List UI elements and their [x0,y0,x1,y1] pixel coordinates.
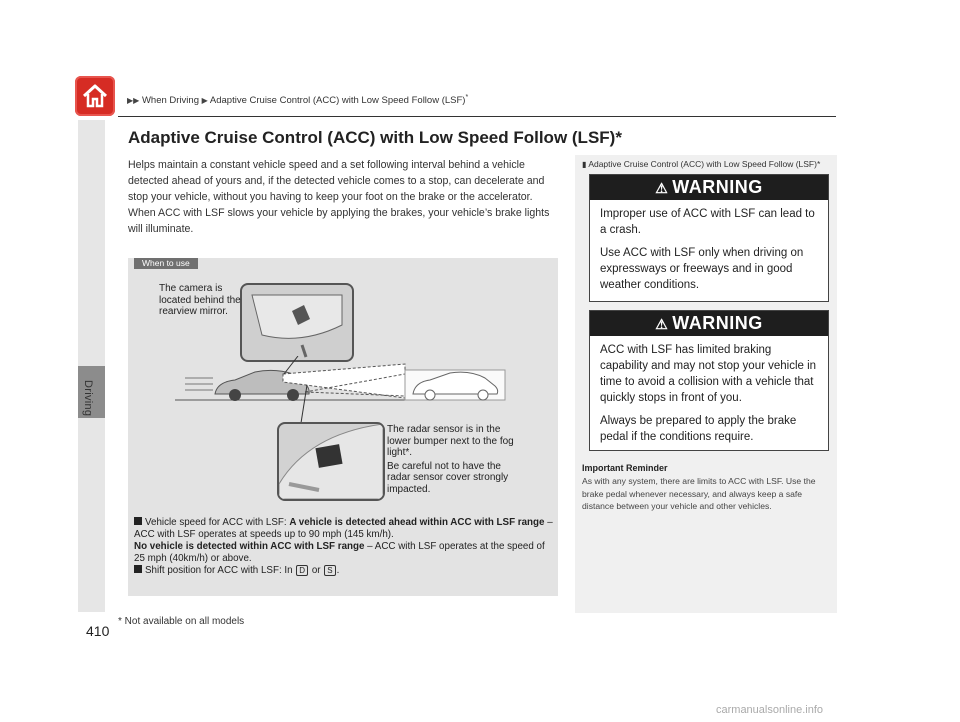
gear-d-key: D [296,565,308,576]
warning-label: WARNING [672,313,763,333]
panel-tag: When to use [134,258,198,269]
chevron-right-icon: ▶ [201,96,208,106]
shift-condition [134,565,554,577]
operating-conditions [134,517,554,577]
warning-text: Improper use of ACC with LSF can lead to a crash. [600,208,815,236]
chevron-right-icon: ▶▶ [127,96,140,106]
watermark: carmanualsonline.info [716,704,824,716]
warning-body [590,200,828,308]
or-text: or [311,565,321,576]
warning-label: WARNING [672,177,763,197]
breadcrumb [127,94,468,106]
warning-header [590,311,828,336]
warning-header [590,175,828,200]
warning-body [590,336,828,460]
intro-paragraph: When ACC with LSF slows your vehicle by applying the brakes, your vehicle’s brake lights will illuminate. [128,207,550,235]
warning-triangle-icon: ⚠ [655,316,669,332]
breadcrumb-item-when-driving[interactable]: When Driving [141,95,199,107]
bullet-square-icon [134,517,142,525]
warning-text: ACC with LSF has limited braking capability and may not stop your vehicle in time to avoid a collision with a vehicle that quickly stops in front of you. [600,344,817,404]
home-button[interactable] [75,76,115,116]
period-text: . [336,565,340,576]
condition-1-text: – ACC with LSF operates at speeds up to 90 mph (145 km/h). [134,517,553,540]
radar-closeup-image [279,424,383,499]
callout-line [295,385,315,425]
warning-text: Use ACC with LSF only when driving on expressways or freeways and in good weather conditions. [600,247,804,291]
condition-1-bold: A vehicle is detected ahead within ACC with LSF range [289,517,545,528]
radar-label [387,424,515,495]
side-note-title [582,159,820,169]
shift-heading: Shift position for ACC with LSF: In [145,565,293,576]
camera-closeup [240,283,354,362]
intro-paragraph: Helps maintain a constant vehicle speed and a set following interval behind a vehicle detected ahead of yours and, if the detected vehicle comes to a stop, can decelerate and stop your vehicle, without you having to keep your foot on the brake or the accelerator. [128,159,545,203]
reference-icon: ▮ [582,160,587,169]
warning-triangle-icon: ⚠ [655,180,669,196]
breadcrumb-item-acc[interactable]: Adaptive Cruise Control (ACC) with Low Speed Follow (LSF) [209,95,466,107]
reminder-heading: Important Reminder [582,463,668,473]
footnote: * Not available on all models [118,616,245,627]
car-illustration [175,360,515,410]
speed-condition [134,517,554,565]
condition-2-bold: No vehicle is detected within ACC with LSF range [134,541,365,552]
camera-label: The camera is located behind the rearview mirror. [159,283,241,317]
warning-box-2 [589,310,829,451]
page-title: Adaptive Cruise Control (ACC) with Low Speed Follow (LSF)* [128,128,622,147]
footnote-marker: * [465,94,469,101]
header-divider [118,116,836,117]
reminder-text: As with any system, there are limits to ACC with LSF. Use the brake pedal whenever necessary, and always keep a safe distance between your vehicle and other vehicles. [582,476,816,511]
radar-closeup [277,422,385,501]
warning-box-1 [589,174,829,302]
radar-location-text: The radar sensor is in the lower bumper next to the fog light*. [387,424,514,458]
page-number: 410 [86,623,110,639]
section-label: Driving [82,380,94,417]
condition-2-text: – ACC with LSF operates at the speed of 25 mph (40km/h) or above. [134,541,545,564]
home-icon [81,82,109,110]
camera-closeup-image [242,285,352,360]
speed-heading: Vehicle speed for ACC with LSF: [145,517,287,528]
warning-text: Always be prepared to apply the brake pedal if the conditions require. [600,415,797,443]
bullet-square-icon [134,565,142,573]
radar-caution-text: Be careful not to have the radar sensor cover strongly impacted. [387,460,509,495]
intro-text [128,157,558,237]
side-note-title-text[interactable]: Adaptive Cruise Control (ACC) with Low Speed Follow (LSF)* [588,159,821,169]
gear-s-key: S [324,565,335,576]
